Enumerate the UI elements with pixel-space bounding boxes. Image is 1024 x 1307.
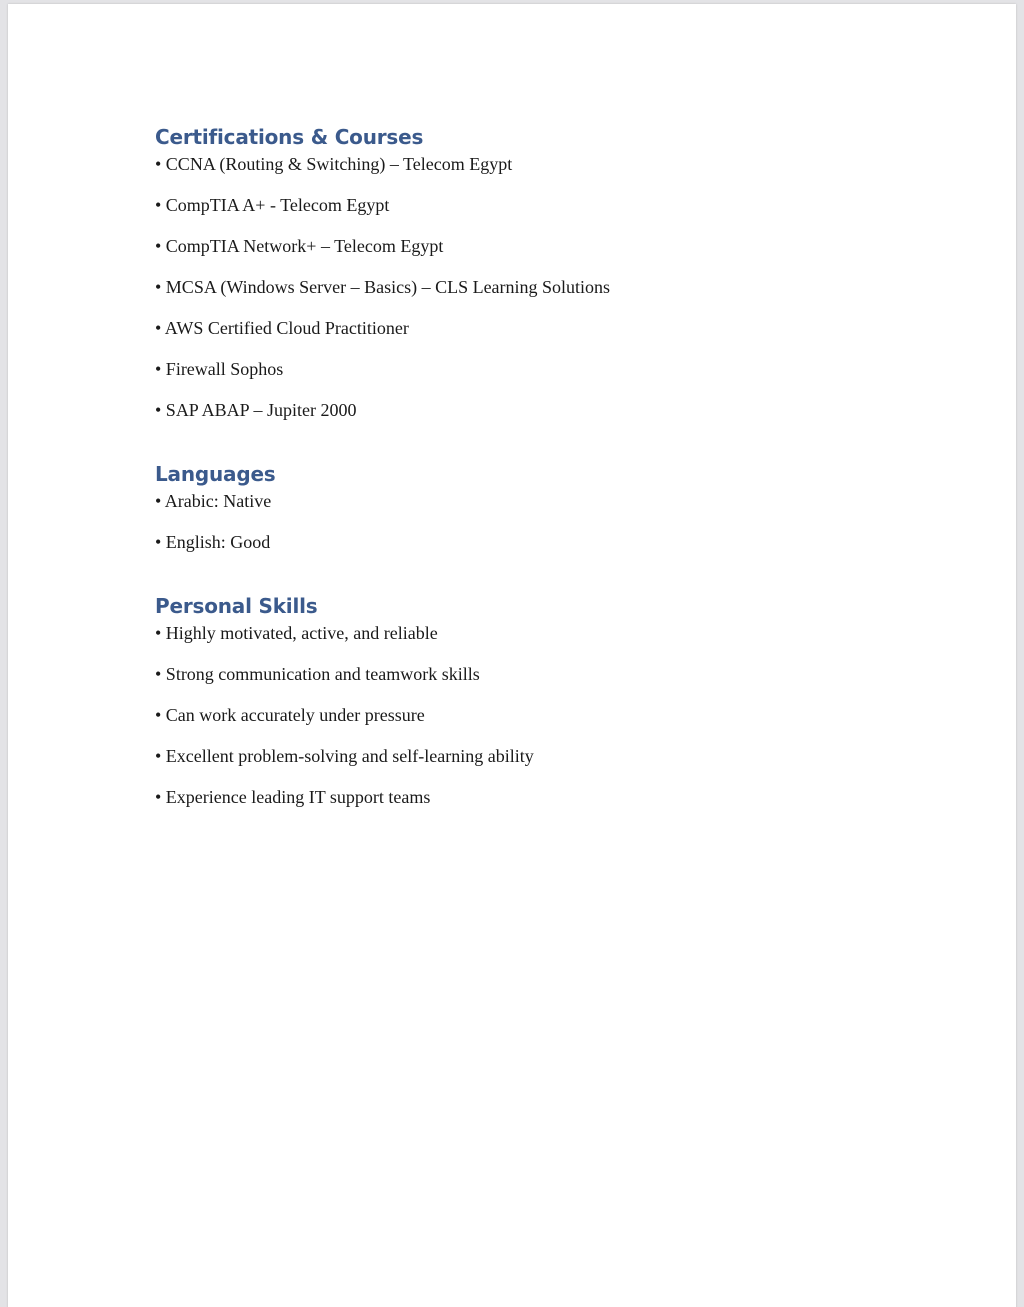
list-item: • CCNA (Routing & Switching) – Telecom Egypt: [155, 154, 513, 174]
list-item: • Strong communication and teamwork skills: [155, 664, 480, 684]
list-item: • CompTIA Network+ – Telecom Egypt: [155, 236, 444, 256]
personal-skills-list: [155, 622, 915, 808]
list-item: • Can work accurately under pressure: [155, 705, 425, 725]
list-item: • English: Good: [155, 532, 271, 552]
section-languages: [155, 461, 915, 553]
list-item: • CompTIA A+ - Telecom Egypt: [155, 195, 390, 215]
list-item: • MCSA (Windows Server – Basics) – CLS Learning Solutions: [155, 277, 611, 297]
section-certifications: [155, 124, 915, 421]
list-item: • Highly motivated, active, and reliable: [155, 623, 438, 643]
section-title-certifications: Certifications & Courses: [155, 125, 424, 149]
document-page: [8, 4, 1016, 1307]
list-item: • Firewall Sophos: [155, 359, 284, 379]
list-item: • Arabic: Native: [155, 491, 272, 511]
section-title-languages: Languages: [155, 462, 276, 486]
certifications-list: [155, 153, 915, 421]
page-content: [155, 124, 915, 848]
section-title-personal-skills: Personal Skills: [155, 594, 318, 618]
languages-list: [155, 490, 915, 553]
list-item: • SAP ABAP – Jupiter 2000: [155, 400, 357, 420]
list-item: • AWS Certified Cloud Practitioner: [155, 318, 409, 338]
list-item: • Experience leading IT support teams: [155, 787, 431, 807]
list-item: • Excellent problem-solving and self-learning ability: [155, 746, 534, 766]
section-personal-skills: [155, 593, 915, 808]
